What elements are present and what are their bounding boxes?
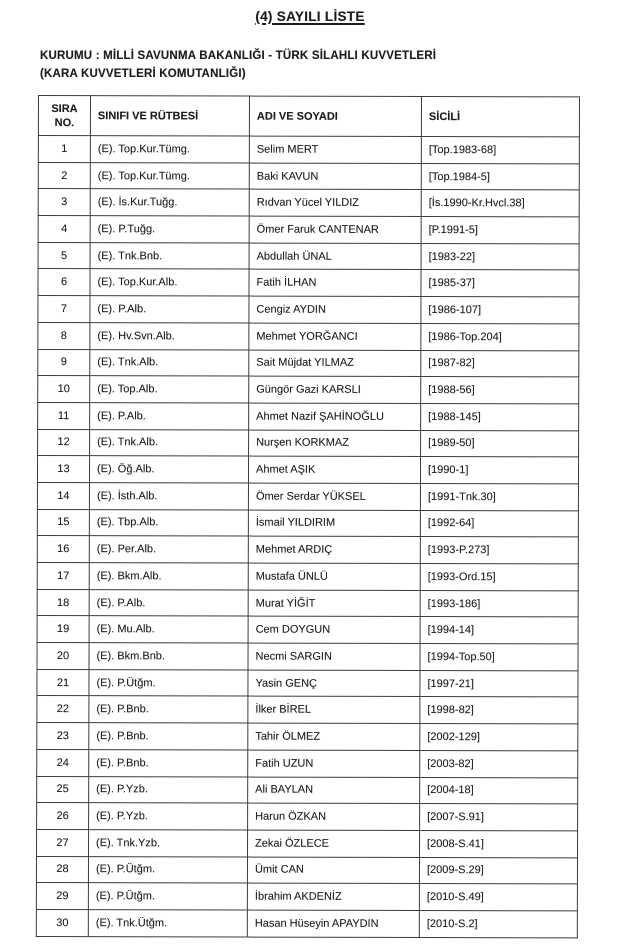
cell-sicil: [2002-129] bbox=[420, 724, 578, 751]
cell-rank: (E). Top.Alb. bbox=[90, 376, 249, 403]
cell-sira-no: 18 bbox=[37, 589, 89, 616]
table-row bbox=[36, 909, 577, 937]
cell-name: Baki KAVUN bbox=[249, 163, 421, 190]
table-row bbox=[38, 162, 579, 190]
cell-rank: (E). Tnk.Yzb. bbox=[89, 830, 248, 857]
table-row bbox=[37, 589, 578, 617]
cell-sira-no: 1 bbox=[38, 136, 90, 163]
cell-sira-no: 2 bbox=[38, 162, 90, 189]
cell-sira-no: 5 bbox=[38, 242, 90, 269]
table-row bbox=[37, 776, 578, 804]
cell-rank: (E). Top.Kur.Tümg. bbox=[90, 162, 249, 189]
cell-sicil: [1994-Top.50] bbox=[420, 644, 578, 671]
cell-name: Nurşen KORKMAZ bbox=[249, 430, 421, 457]
cell-name: Rıdvan Yücel YILDIZ bbox=[249, 189, 421, 216]
cell-rank: (E). P.Bnb. bbox=[89, 696, 248, 723]
column-header-sira-no: SIRA NO. bbox=[38, 96, 90, 136]
cell-sicil: [1987-82] bbox=[421, 350, 579, 377]
cell-name: Mehmet YORĞANCI bbox=[249, 323, 421, 350]
cell-sicil: [1993-P.273] bbox=[420, 537, 578, 564]
column-header-name: ADI VE SOYADI bbox=[249, 96, 421, 136]
table-row bbox=[37, 616, 578, 644]
table-row bbox=[38, 136, 579, 164]
table-body bbox=[36, 136, 579, 938]
table-row bbox=[38, 402, 579, 430]
cell-rank: (E). İs.Kur.Tuğg. bbox=[90, 189, 249, 216]
table-row bbox=[37, 829, 578, 857]
cell-sira-no: 23 bbox=[37, 723, 89, 750]
cell-sira-no: 14 bbox=[37, 482, 89, 509]
cell-name: Ümit CAN bbox=[247, 857, 419, 884]
cell-sira-no: 22 bbox=[37, 696, 89, 723]
cell-name: Güngör Gazi KARSLI bbox=[249, 376, 421, 403]
table-row bbox=[37, 669, 578, 697]
cell-rank: (E). P.Ütğm. bbox=[88, 856, 247, 883]
table-row bbox=[37, 643, 578, 671]
cell-name: Fatih UZUN bbox=[248, 750, 420, 777]
cell-sira-no: 27 bbox=[37, 829, 89, 856]
cell-sicil: [2010-S.2] bbox=[419, 910, 577, 937]
cell-name: Mehmet ARDIÇ bbox=[248, 536, 420, 563]
cell-sicil: [1983-22] bbox=[421, 243, 579, 270]
cell-sira-no: 17 bbox=[37, 562, 89, 589]
cell-sicil: [1988-56] bbox=[421, 377, 579, 404]
table-row bbox=[38, 216, 579, 244]
cell-sicil: [İs.1990-Kr.Hvcl.38] bbox=[421, 190, 579, 217]
cell-sicil: [1993-Ord.15] bbox=[420, 564, 578, 591]
cell-name: Harun ÖZKAN bbox=[248, 803, 420, 830]
cell-rank: (E). P.Bnb. bbox=[89, 723, 248, 750]
cell-name: Ahmet AŞIK bbox=[248, 456, 420, 483]
cell-rank: (E). P.Alb. bbox=[90, 296, 249, 323]
cell-sira-no: 12 bbox=[38, 429, 90, 456]
cell-sira-no: 26 bbox=[37, 803, 89, 830]
cell-sira-no: 13 bbox=[37, 456, 89, 483]
table-header-row bbox=[38, 96, 579, 137]
cell-sira-no: 28 bbox=[36, 856, 88, 883]
cell-name: Hasan Hüseyin APAYDIN bbox=[247, 910, 419, 937]
cell-name: Sait Müjdat YILMAZ bbox=[249, 350, 421, 377]
cell-rank: (E). Bkm.Bnb. bbox=[89, 643, 248, 670]
cell-rank: (E). P.Yzb. bbox=[89, 803, 248, 830]
cell-name: Mustafa ÜNLÜ bbox=[248, 563, 420, 590]
cell-name: Selim MERT bbox=[249, 136, 421, 163]
cell-name: Murat YİĞİT bbox=[248, 590, 420, 617]
cell-rank: (E). P.Bnb. bbox=[89, 749, 248, 776]
cell-name: Zekai ÖZLECE bbox=[248, 830, 420, 857]
cell-rank: (E). Bkm.Alb. bbox=[89, 563, 248, 590]
cell-name: İsmail YILDIRIM bbox=[248, 510, 420, 537]
cell-sicil: [1992-64] bbox=[420, 510, 578, 537]
cell-sicil: [1994-14] bbox=[420, 617, 578, 644]
cell-rank: (E). P.Ütğm. bbox=[89, 669, 248, 696]
page-title-text: (4) SAYILI LİSTE bbox=[255, 9, 365, 24]
table-row bbox=[37, 723, 578, 751]
cell-sira-no: 8 bbox=[38, 322, 90, 349]
table-row bbox=[38, 376, 579, 404]
cell-sicil: [1991-Tnk.30] bbox=[420, 483, 578, 510]
page-title bbox=[0, 0, 620, 24]
cell-sira-no: 16 bbox=[37, 536, 89, 563]
cell-rank: (E). P.Alb. bbox=[90, 403, 249, 430]
cell-sicil: [1989-50] bbox=[421, 430, 579, 457]
table-row bbox=[38, 269, 579, 297]
cell-sicil: [1986-Top.204] bbox=[421, 323, 579, 350]
cell-name: Ahmet Nazif ŞAHİNOĞLU bbox=[249, 403, 421, 430]
cell-name: Necmi SARGIN bbox=[248, 643, 420, 670]
table-row bbox=[37, 536, 578, 564]
table-row bbox=[38, 189, 579, 217]
cell-name: Abdullah ÜNAL bbox=[249, 243, 421, 270]
cell-sicil: [2004-18] bbox=[420, 777, 578, 804]
cell-rank: (E). Top.Kur.Tümg. bbox=[90, 136, 249, 163]
cell-rank: (E). P.Tuğg. bbox=[90, 216, 249, 243]
cell-sira-no: 25 bbox=[37, 776, 89, 803]
column-header-rank: SINIFI VE RÜTBESİ bbox=[90, 96, 249, 136]
cell-sicil: [2007-S.91] bbox=[420, 804, 578, 831]
cell-sicil: [Top.1984-5] bbox=[421, 163, 579, 190]
cell-sicil: [1997-21] bbox=[420, 670, 578, 697]
institution-block bbox=[40, 47, 620, 83]
cell-sicil: [1990-1] bbox=[420, 457, 578, 484]
cell-sicil: [2003-82] bbox=[420, 750, 578, 777]
table-row bbox=[38, 296, 579, 324]
cell-rank: (E). Hv.Svn.Alb. bbox=[90, 322, 249, 349]
cell-sicil: [1985-37] bbox=[421, 270, 579, 297]
table-row bbox=[38, 429, 579, 457]
cell-sira-no: 15 bbox=[37, 509, 89, 536]
cell-sira-no: 3 bbox=[38, 189, 90, 216]
cell-rank: (E). Mu.Alb. bbox=[89, 616, 248, 643]
table-row bbox=[37, 482, 578, 510]
personnel-table bbox=[36, 95, 580, 938]
cell-name: Ali BAYLAN bbox=[248, 777, 420, 804]
cell-sira-no: 19 bbox=[37, 616, 89, 643]
cell-sira-no: 11 bbox=[38, 402, 90, 429]
cell-sicil: [1988-145] bbox=[421, 403, 579, 430]
table-row bbox=[37, 562, 578, 590]
cell-name: Tahir ÖLMEZ bbox=[248, 723, 420, 750]
cell-rank: (E). Öğ.Alb. bbox=[89, 456, 248, 483]
column-header-sicil: SİCİLİ bbox=[421, 97, 579, 137]
cell-rank: (E). Tnk.Bnb. bbox=[90, 242, 249, 269]
cell-sira-no: 20 bbox=[37, 643, 89, 670]
cell-name: İbrahim AKDENİZ bbox=[247, 883, 419, 910]
cell-sicil: [2008-S.41] bbox=[420, 830, 578, 857]
cell-sicil: [1986-107] bbox=[421, 297, 579, 324]
cell-name: Ömer Faruk CANTENAR bbox=[249, 216, 421, 243]
cell-rank: (E). P.Yzb. bbox=[89, 776, 248, 803]
cell-name: Ömer Serdar YÜKSEL bbox=[248, 483, 420, 510]
cell-rank: (E). İsth.Alb. bbox=[89, 483, 248, 510]
cell-sicil: [Top.1983-68] bbox=[421, 137, 579, 164]
cell-name: Cem DOYGUN bbox=[248, 616, 420, 643]
cell-rank: (E). P.Ütğm. bbox=[88, 883, 247, 910]
cell-sicil: [1993-186] bbox=[420, 590, 578, 617]
cell-sicil: [2010-S.49] bbox=[419, 884, 577, 911]
cell-rank: (E). Per.Alb. bbox=[89, 536, 248, 563]
cell-sicil: [2009-S.29] bbox=[419, 857, 577, 884]
cell-name: İlker BİREL bbox=[248, 696, 420, 723]
cell-name: Yasin GENÇ bbox=[248, 670, 420, 697]
table-row bbox=[36, 856, 577, 884]
cell-rank: (E). P.Alb. bbox=[89, 589, 248, 616]
cell-sira-no: 29 bbox=[36, 883, 88, 910]
cell-sicil: [1998-82] bbox=[420, 697, 578, 724]
table-row bbox=[37, 803, 578, 831]
cell-name: Fatih İLHAN bbox=[249, 269, 421, 296]
institution-line-2: (KARA KUVVETLERİ KOMUTANLIĞI) bbox=[40, 68, 246, 80]
cell-name: Cengiz AYDIN bbox=[249, 296, 421, 323]
cell-rank: (E). Tnk.Ütğm. bbox=[88, 910, 247, 937]
table-row bbox=[37, 456, 578, 484]
table-row bbox=[38, 242, 579, 270]
table-row bbox=[38, 322, 579, 350]
cell-sira-no: 24 bbox=[37, 749, 89, 776]
cell-rank: (E). Tbp.Alb. bbox=[89, 509, 248, 536]
table-row bbox=[38, 349, 579, 377]
cell-rank: (E). Tnk.Alb. bbox=[90, 429, 249, 456]
table-row bbox=[37, 749, 578, 777]
cell-sira-no: 7 bbox=[38, 296, 90, 323]
cell-rank: (E). Top.Kur.Alb. bbox=[90, 269, 249, 296]
table-row bbox=[37, 696, 578, 724]
cell-sira-no: 10 bbox=[38, 376, 90, 403]
cell-sira-no: 4 bbox=[38, 216, 90, 243]
cell-sira-no: 6 bbox=[38, 269, 90, 296]
table-row bbox=[36, 883, 577, 911]
cell-sira-no: 9 bbox=[38, 349, 90, 376]
cell-sira-no: 30 bbox=[36, 909, 88, 936]
cell-sira-no: 21 bbox=[37, 669, 89, 696]
institution-line-1: KURUMU : MİLLİ SAVUNMA BAKANLIĞI - TÜRK SİLAHLI KUVVETLERİ bbox=[40, 50, 437, 62]
cell-sicil: [P.1991-5] bbox=[421, 217, 579, 244]
table-row bbox=[37, 509, 578, 537]
cell-rank: (E). Tnk.Alb. bbox=[90, 349, 249, 376]
